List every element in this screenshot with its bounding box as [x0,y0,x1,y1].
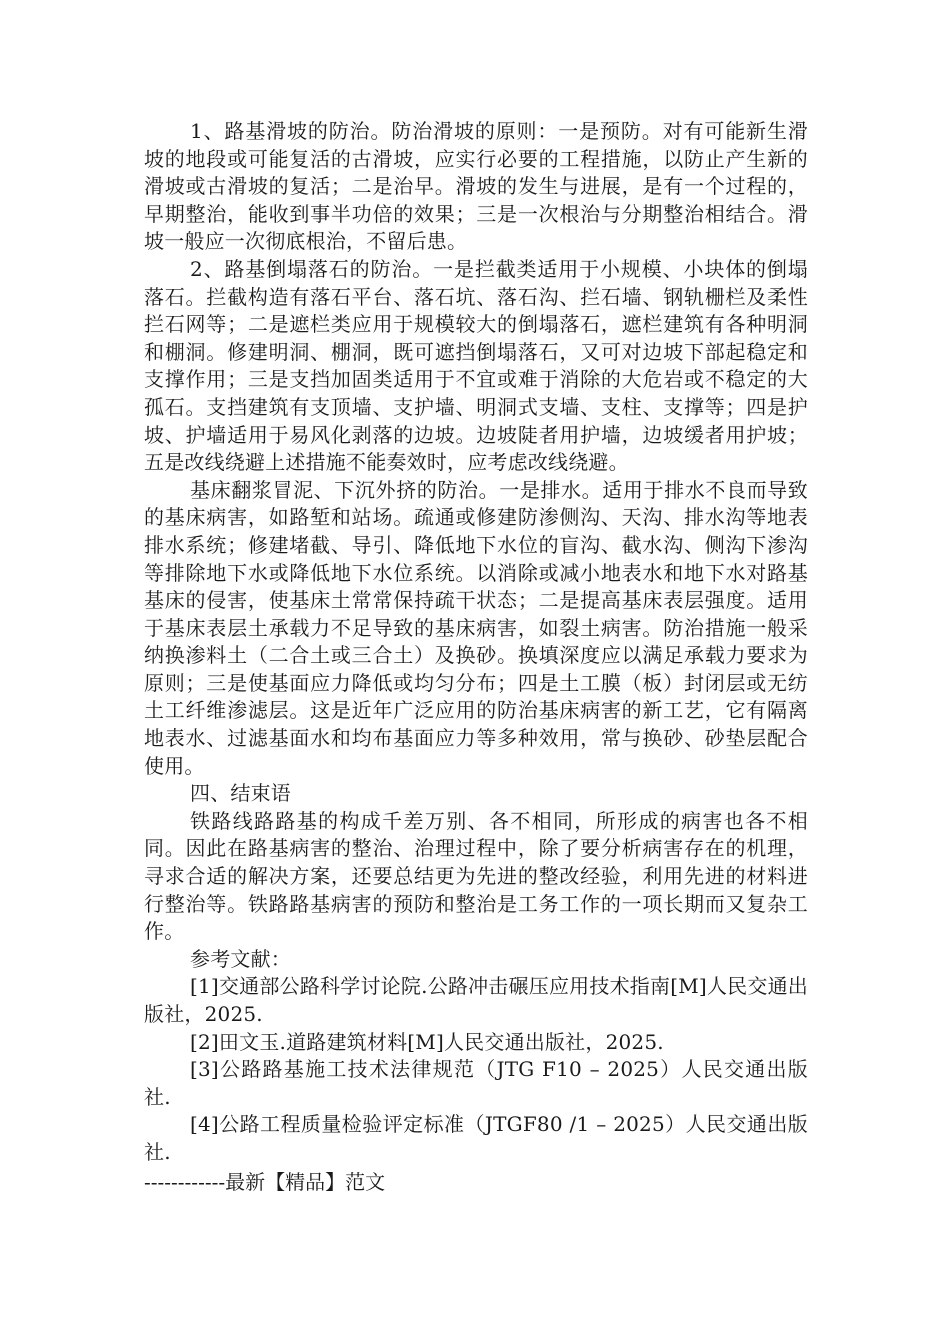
paragraph-subgrade-mud-pumping: 基床翻浆冒泥、下沉外挤的防治。一是排水。适用于排水不良而导致的基床病害，如路堑和站场。疏通或修建防渗侧沟、天沟、排水沟等地表排水系统；修建堵截、导引、降低地下水位的盲沟、截水沟、侧沟下渗沟等排除地下水或降低地下水位系统。以消除或减小地表水和地下水对路基基床的侵害，使基床土常常保持疏干状态；二是提高基床表层强度。适用于基床表层土承载力不足导致的基床病害，如裂土病害。防治措施一般采纳换渗料土（二合土或三合土）及换砂。换填深度应以满足承载力要求为原则；三是使基面应力降低或均匀分布；四是土工膜（板）封闭层或无纺土工纤维渗滤层。这是近年广泛应用的防治基床病害的新工艺，它有隔离地表水、过滤基面水和均布基面应力等多种效用，常与换砂、砂垫层配合使用。 [144,477,808,778]
reference-item-1: [1]交通部公路科学讨论院.公路冲击碾压应用技术指南[M]人民交通出版社，2025. [144,974,808,1026]
reference-item-3: [3]公路路基施工技术法律规范（JTG F10 – 2025）人民交通出版社. [144,1057,808,1109]
paragraph-landslide-prevention: 1、路基滑坡的防治。防治滑坡的原则：一是预防。对有可能新生滑坡的地段或可能复活的古滑坡，应实行必要的工程措施，以防止产生新的滑坡或古滑坡的复活；二是治早。滑坡的发生与进展，是有一个过程的，早期整治，能收到事半功倍的效果；三是一次根治与分期整治相结合。滑坡一般应一次彻底根治，不留后患。 [144,119,808,254]
reference-item-4: [4]公路工程质量检验评定标准（JTGF80 /1 – 2025）人民交通出版社. [144,1112,808,1164]
paragraph-rockfall-prevention: 2、路基倒塌落石的防治。一是拦截类适用于小规模、小块体的倒塌落石。拦截构造有落石平台、落石坑、落石沟、拦石墙、钢轨栅栏及柔性拦石网等；二是遮栏类应用于规模较大的倒塌落石，遮栏建筑有各种明洞和棚洞。修建明洞、棚洞，既可遮挡倒塌落石，又可对边坡下部起稳定和支撑作用；三是支挡加固类适用于不宜或难于消除的大危岩或不稳定的大孤石。支挡建筑有支顶墙、支护墙、明洞式支墙、支柱、支撑等；四是护坡、护墙适用于易风化剥落的边坡。边坡陡者用护墙，边坡缓者用护坡；五是改线绕避上述措施不能奏效时，应考虑改线绕避。 [144,256,808,475]
paragraph-conclusion: 铁路线路路基的构成千差万别、各不相同，所形成的病害也各不相同。因此在路基病害的整治、治理过程中，除了要分析病害存在的机理，寻求合适的解决方案，还要总结更为先进的整改经验，利用先进的材料进行整治等。铁路路基病害的预防和整治是工务工作的一项长期而又复杂工作。 [144,808,808,944]
page-footer: ------------最新【精品】范文 [144,1170,386,1194]
references-heading: 参考文献： [190,946,291,971]
document-body [144,118,808,1167]
section-heading-conclusion: 四、结束语 [190,781,291,806]
reference-item-2: [2]田文玉.道路建筑材料[M]人民交通出版社，2025. [190,1029,664,1054]
